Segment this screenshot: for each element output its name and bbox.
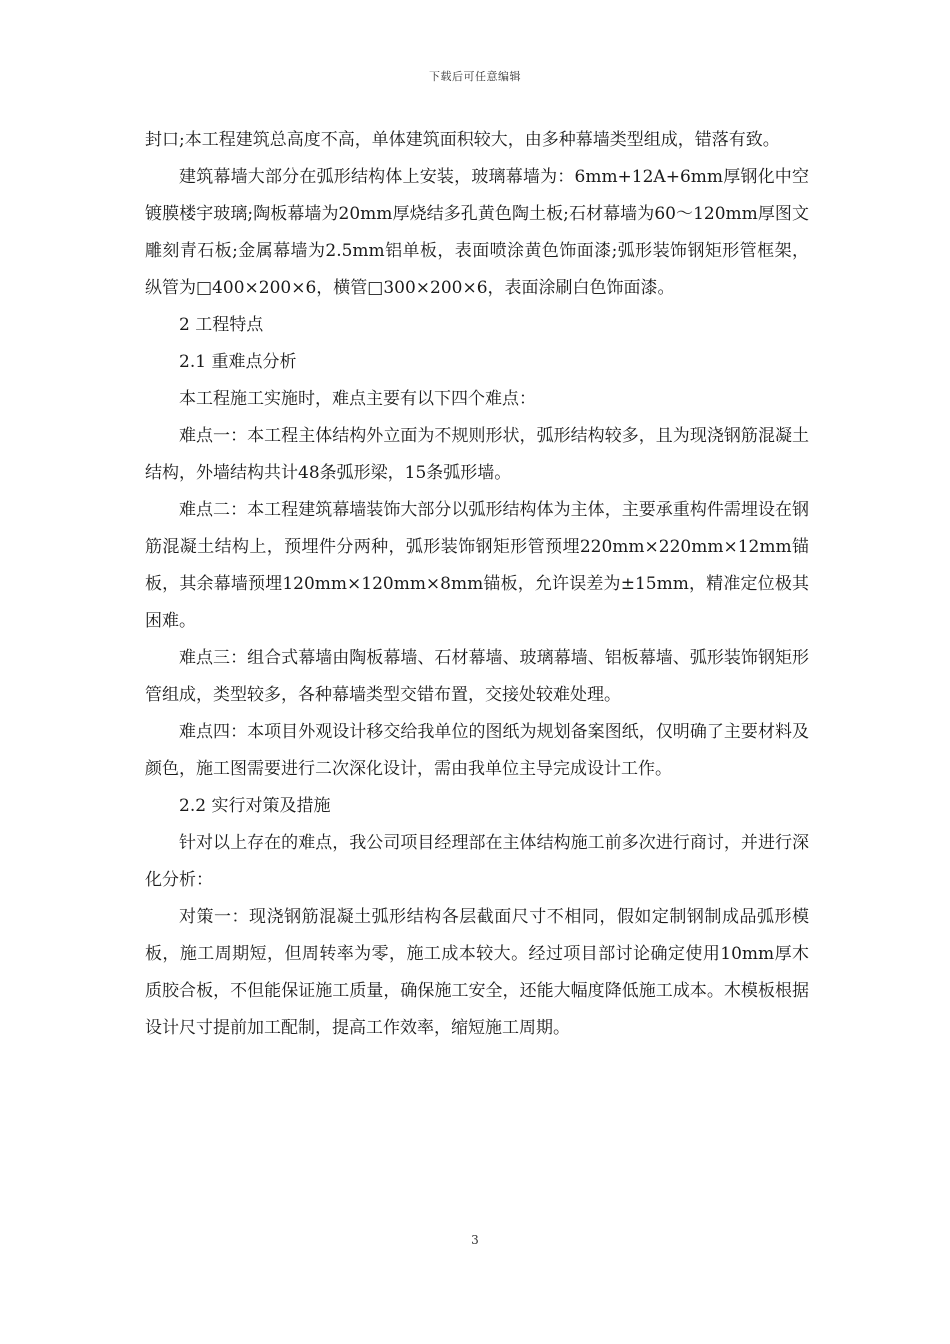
body-text (145, 122, 809, 1047)
paragraph-2: 建筑幕墙大部分在弧形结构体上安装，玻璃幕墙为：6mm+12A+6mm厚钢化中空镀膜楼宇玻璃;陶板幕墙为20mm厚烧结多孔黄色陶土板;石材幕墙为60～120mm厚图文雕刻青石板;金属幕墙为2.5mm铝单板，表面喷涂黄色饰面漆;弧形装饰钢矩形管框架，纵管为□400×200×6，横管□300×200×6，表面涂刷白色饰面漆。 (145, 167, 809, 298)
page-number: 3 (471, 1233, 479, 1247)
difficulty-1: 难点一：本工程主体结构外立面为不规则形状，弧形结构较多，且为现浇钢筋混凝土结构，外墙结构共计48条弧形梁，15条弧形墙。 (145, 426, 809, 483)
difficulty-3: 难点三：组合式幕墙由陶板幕墙、石材幕墙、玻璃幕墙、铝板幕墙、弧形装饰钢矩形管组成，类型较多，各种幕墙类型交错布置，交接处较难处理。 (145, 648, 809, 705)
paragraph-4: 针对以上存在的难点，我公司项目经理部在主体结构施工前多次进行商讨，并进行深化分析： (145, 833, 809, 890)
section-heading-2-2: 2.2 实行对策及措施 (179, 796, 331, 816)
page-header: 下载后可任意编辑 (429, 70, 521, 83)
paragraph-1: 封口;本工程建筑总高度不高，单体建筑面积较大，由多种幕墙类型组成，错落有致。 (145, 130, 780, 150)
difficulty-4: 难点四：本项目外观设计移交给我单位的图纸为规划备案图纸，仅明确了主要材料及颜色，施工图需要进行二次深化设计，需由我单位主导完成设计工作。 (145, 722, 809, 779)
difficulty-2: 难点二：本工程建筑幕墙装饰大部分以弧形结构体为主体，主要承重构件需埋设在钢筋混凝土结构上，预埋件分两种，弧形装饰钢矩形管预埋220mm×220mm×12mm锚板，其余幕墙预埋120mm×120mm×8mm锚板，允许误差为±15mm，精准定位极其困难。 (145, 500, 809, 631)
section-heading-2: 2 工程特点 (179, 315, 264, 335)
section-heading-2-1: 2.1 重难点分析 (179, 352, 297, 372)
paragraph-3: 本工程施工实施时，难点主要有以下四个难点： (179, 389, 536, 409)
countermeasure-1: 对策一：现浇钢筋混凝土弧形结构各层截面尺寸不相同，假如定制钢制成品弧形模板，施工周期短，但周转率为零，施工成本较大。经过项目部讨论确定使用10mm厚木质胶合板，不但能保证施工质量，确保施工安全，还能大幅度降低施工成本。木模板根据设计尺寸提前加工配制，提高工作效率，缩短施工周期。 (145, 907, 809, 1038)
